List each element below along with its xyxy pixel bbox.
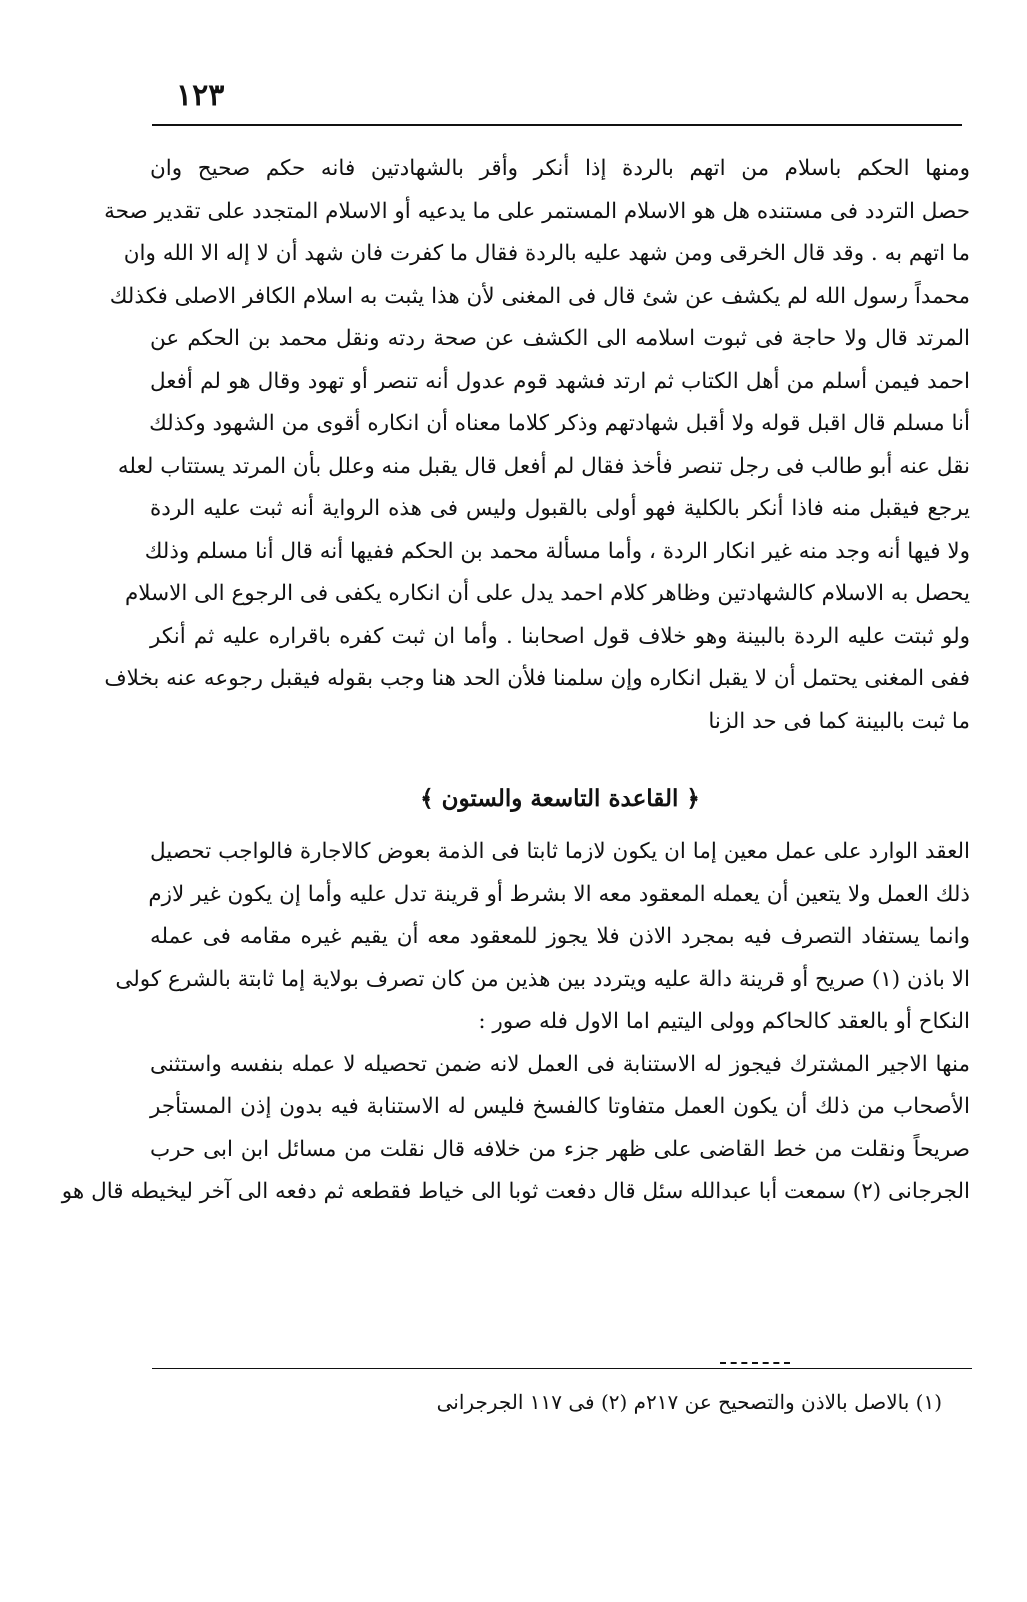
paragraph-shared-worker	[61, 1044, 970, 1214]
text-line: محمداً رسول الله لم يكشف عن شئ قال فى المغنى لأن هذا يثبت به اسلام الكافر الاصلى فكذلك	[109, 283, 970, 309]
text-line: وانما يستفاد التصرف فيه بمجرد الاذن فلا يجوز للمعقود معه أن يقيم غيره مقامه فى عمله	[150, 924, 970, 949]
text-line: النكاح أو بالعقد كالحاكم وولى اليتيم اما الاول فله صور :	[478, 1009, 970, 1034]
footnote-dash	[720, 1362, 790, 1364]
text-line: ما ثبت بالبينة كما فى حد الزنا	[708, 708, 970, 734]
text-line: ومنها الحكم باسلام من اتهم بالردة إذا أنكر وأقر بالشهادتين فانه حكم صحيح وان	[150, 156, 970, 181]
text-line: يرجع فيقبل منه فاذا أنكر بالكلية فهو أولى بالقبول وليس فى هذه الرواية أنه ثبت عليه الردة	[150, 496, 970, 521]
text-line: ولا فيها أنه وجد منه غير انكار الردة ، وأما مسألة محمد بن الحكم ففيها أنه قال أنا مسلم وذلك	[144, 538, 970, 564]
text-line: الا باذن (١) صريح أو قرينة دالة عليه ويتردد بين هذين من كان تصرف بولاية إما ثابتة بالشرع كولى	[115, 966, 970, 992]
text-line: ولو ثبتت عليه الردة بالبينة وهو خلاف قول اصحابنا . وأما ان ثبت كفره باقراره عليه ثم أنكر	[150, 623, 970, 649]
text-line: ما اتهم به . وقد قال الخرقى ومن شهد عليه بالردة فقال ما كفرت فان شهد أن لا إله الا الله وان	[123, 241, 970, 266]
header-rule	[152, 124, 962, 126]
text-line: منها الاجير المشترك فيجوز له الاستنابة فى العمل لانه ضمن تحصيله لا عمله بنفسه واستثنى	[150, 1051, 970, 1077]
page-number: ١٢٣	[176, 78, 225, 113]
paragraph-contract-on-work	[115, 831, 970, 1044]
text-line: نقل عنه أبو طالب فى رجل تنصر فأخذ فقال لم أفعل قال يقبل منه وعلل بأن المرتد يستتاب لعله	[117, 453, 970, 479]
section-heading: ﴿ القاعدة التاسعة والستون ﴾	[420, 785, 700, 812]
text-line: يحصل به الاسلام كالشهادتين وظاهر كلام احمد يدل على أن انكاره يكفى فى الرجوع الى الاسلام	[124, 581, 970, 606]
footnote-rule	[152, 1368, 972, 1369]
text-line: ففى المغنى يحتمل أن لا يقبل انكاره وإن سلمنا فلأن الحد هنا وجب بقوله فيقبل رجوعه عنه بخلاف	[104, 666, 970, 691]
text-line: صريحاً ونقلت من خط القاضى على ظهر جزء من خلافه قال نقلت من مسائل ابن ابى حرب	[150, 1136, 970, 1162]
text-line: أنا مسلم قال اقبل قوله ولا أقبل شهادتهم وذكر كلاما معناه أن انكاره أقوى من الشهود وكذلك	[149, 411, 970, 436]
paragraph-apostasy-ruling	[104, 148, 970, 743]
text-line: المرتد قال ولا حاجة فى ثبوت اسلامه الى الكشف عن صحة ردته ونقل محمد بن الحكم عن	[150, 326, 970, 351]
text-line: العقد الوارد على عمل معين إما ان يكون لازما ثابتا فى الذمة بعوض كالاجارة فالواجب تحصيل	[150, 839, 970, 864]
body-text	[61, 148, 970, 1214]
text-line: احمد فيمن أسلم من أهل الكتاب ثم ارتد فشهد قوم عدول أنه تنصر أو تهود وقال هو لم أفعل	[150, 368, 970, 394]
footnote: (١) بالاصل بالاذن والتصحيح عن ٢١٧م (٢) فى ١١٧ الجرجرانى	[436, 1390, 942, 1414]
text-line: الأصحاب من ذلك أن يكون العمل متفاوتا كالفسخ فليس له الاستنابة فيه بدون إذن المستأجر	[150, 1094, 970, 1119]
text-line: الجرجانى (٢) سمعت أبا عبدالله سئل قال دفعت ثوبا الى خياط فقطعه ثم دفعه الى آخر ليخيطه قال هو	[61, 1179, 970, 1204]
text-line: ذلك العمل ولا يتعين أن يعمله المعقود معه الا بشرط أو قرينة تدل عليه وأما إن يكون غير لازم	[148, 881, 970, 907]
text-line: حصل التردد فى مستنده هل هو الاسلام المستمر على ما يدعيه أو الاسلام المتجدد على تقدير صحة	[104, 198, 970, 224]
